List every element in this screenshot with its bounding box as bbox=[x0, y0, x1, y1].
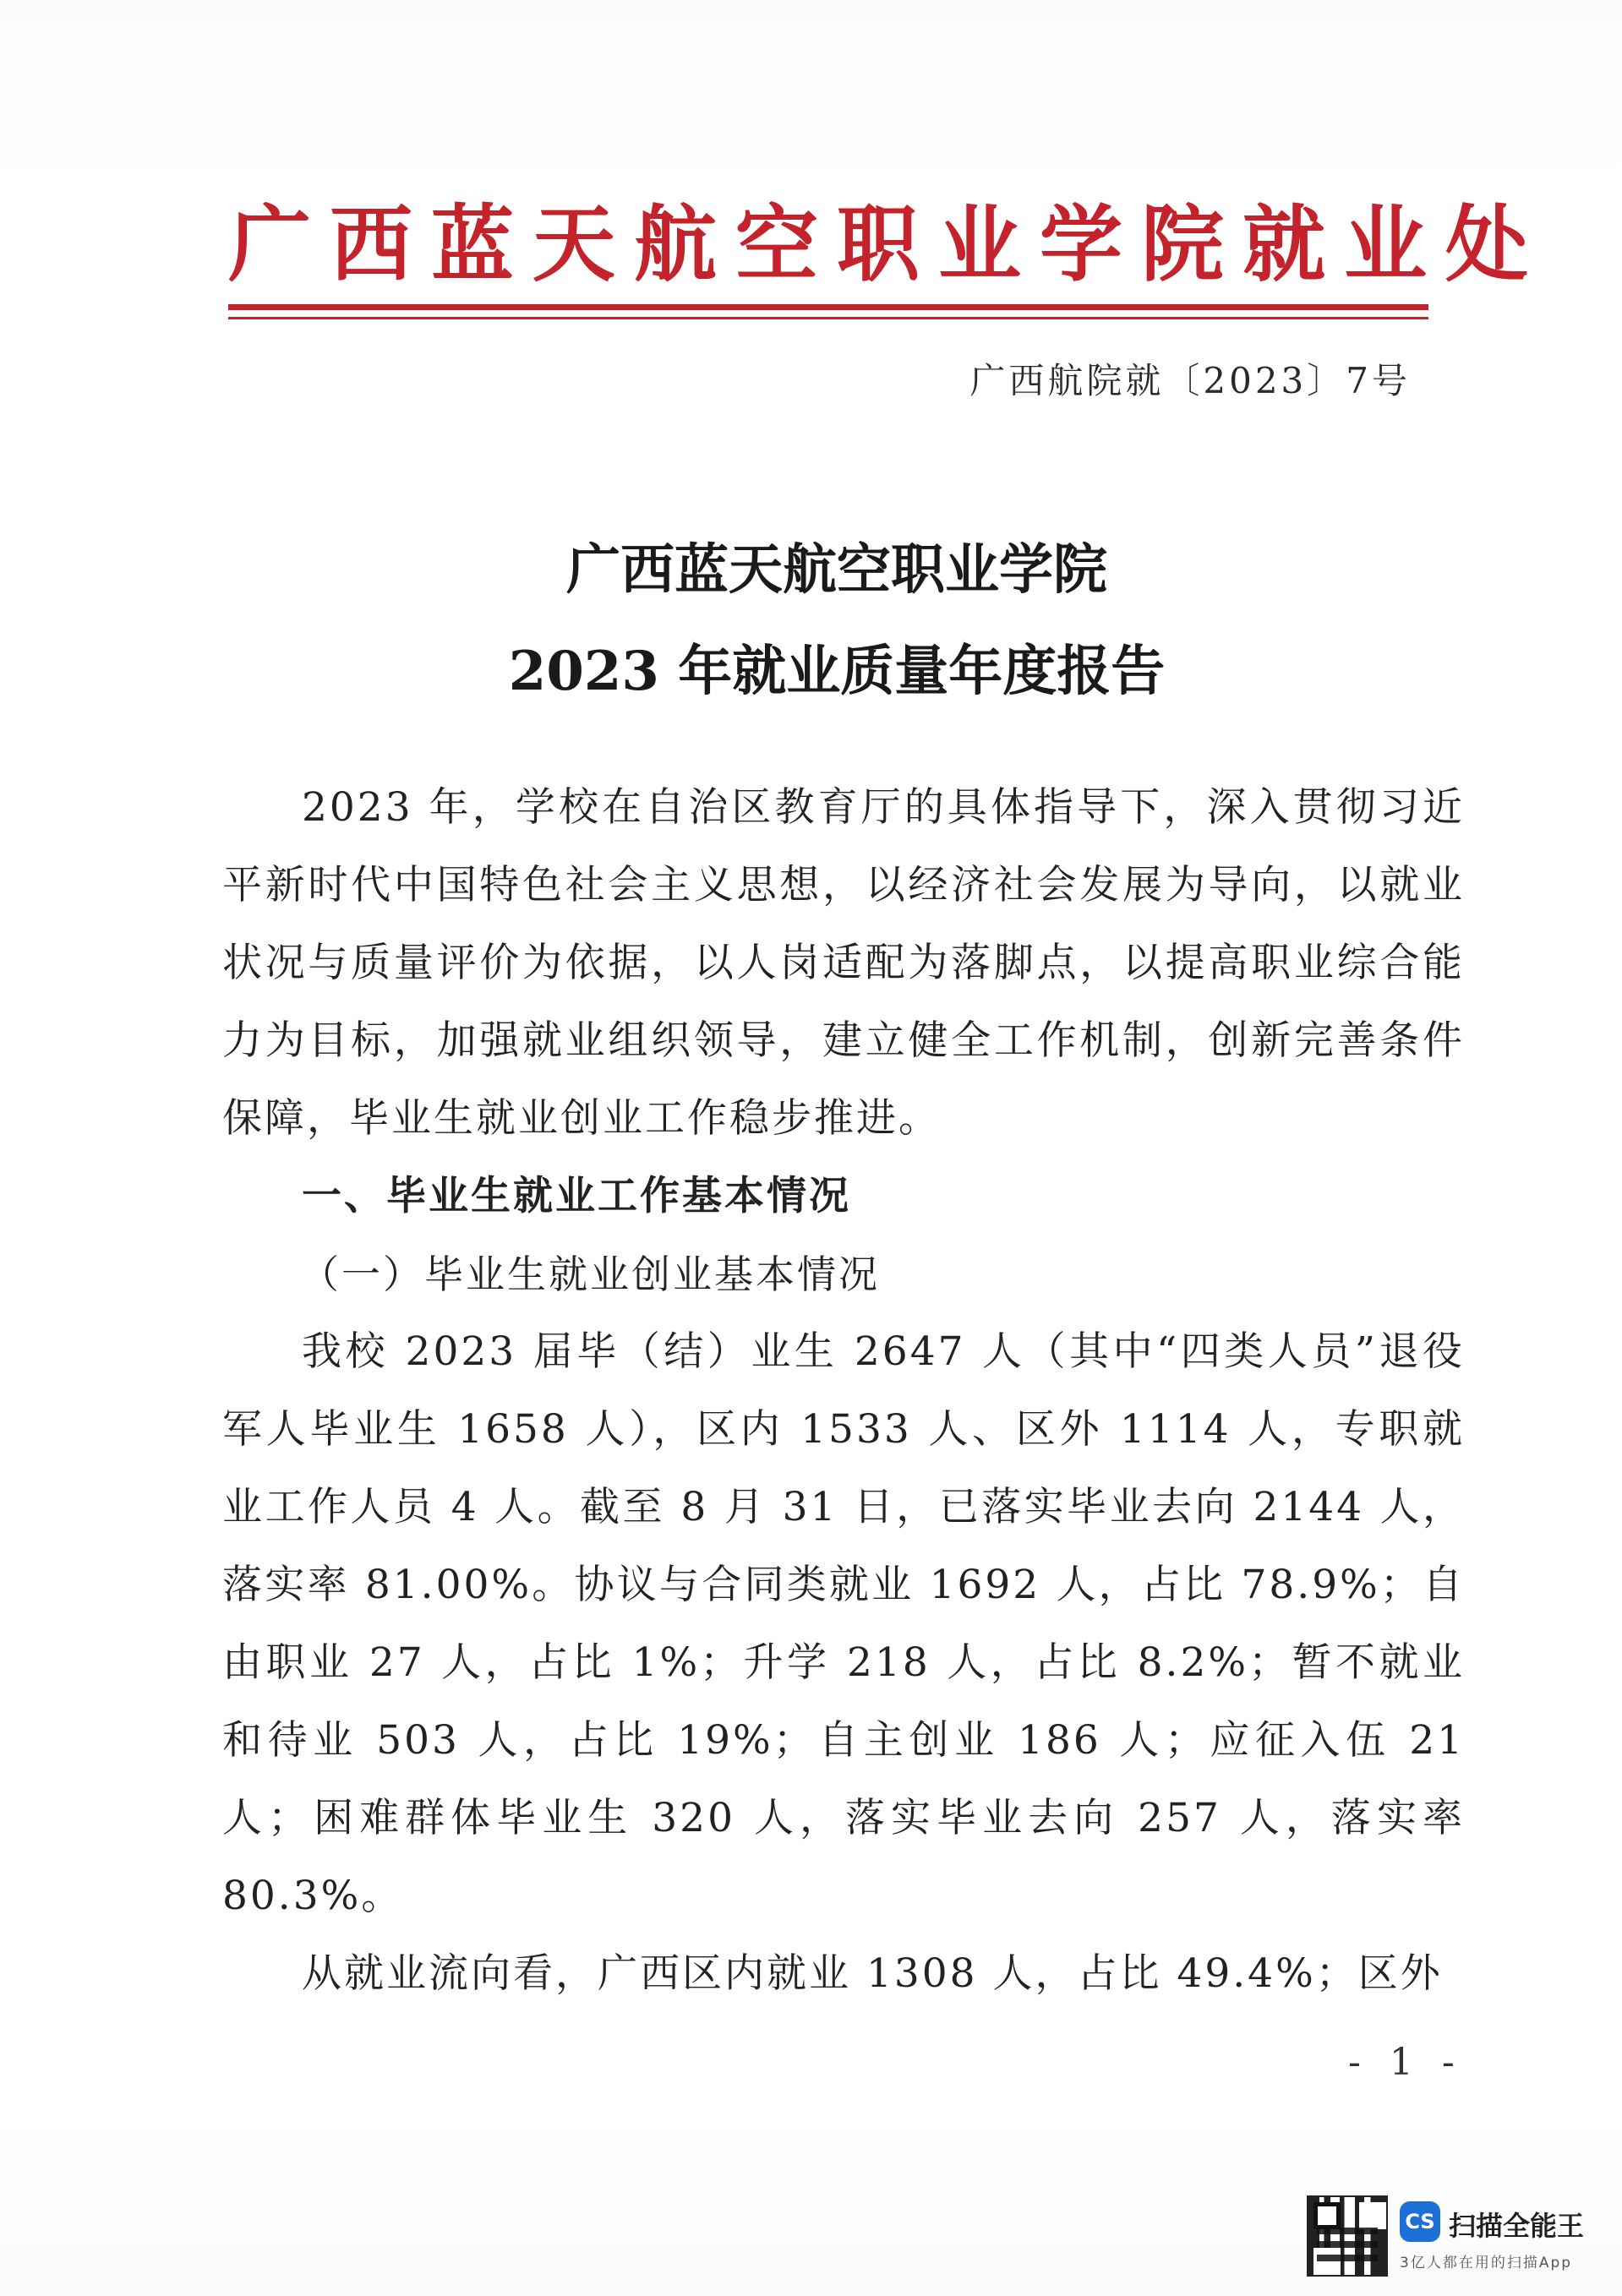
scanner-app-name: 扫描全能王 bbox=[1449, 2210, 1585, 2242]
statistics-paragraph: 我校 2023 届毕（结）业生 2647 人（其中“四类人员”退役军人毕业生 1658 人），区内 1533 人、区外 1114 人，专职就业工作人员 4 人。截至 8 月 31 日，已落实毕业去向 2144 人，落实率 81.00%。协议与合同类就业 1692 人，占比 78.9%；自由职业 27 人，占比 1%；升学 218 人，占比 8.2%；暂不就业和待业 503 人，占比 19%；自主创业 186 人；应征入伍 21 人；困难群体毕业生 320 人，落实毕业去向 257 人，落实率 80.3%。 bbox=[222, 1328, 1465, 1919]
report-title bbox=[228, 520, 1445, 723]
subsection-heading: （一）毕业生就业创业基本情况 bbox=[300, 1252, 880, 1297]
qr-code-icon bbox=[1308, 2197, 1386, 2275]
employment-flow-paragraph: 从就业流向看，广西区内就业 1308 人，占比 49.4%；区外 bbox=[302, 1950, 1443, 1997]
page-number: - 1 - bbox=[1348, 2041, 1463, 2084]
section-heading: 一、毕业生就业工作基本情况 bbox=[302, 1173, 851, 1219]
scanner-watermark bbox=[1400, 2201, 1603, 2277]
scanner-slogan: 3亿人都在用的扫描App bbox=[1400, 2255, 1573, 2271]
masthead-org-name: 广西蓝天航空职业学院就业处 bbox=[228, 196, 1548, 293]
masthead-red-rule-thick bbox=[228, 304, 1428, 310]
report-body bbox=[222, 769, 1465, 2013]
masthead-red-rule-thin bbox=[228, 317, 1428, 319]
scanner-logo-icon: CS bbox=[1400, 2201, 1440, 2242]
intro-paragraph: 2023 年，学校在自治区教育厅的具体指导下，深入贯彻习近平新时代中国特色社会主义思想，以经济社会发展为导向，以就业状况与质量评价为依据，以人岗适配为落脚点，以提高职业综合能力为目标，加强就业组织领导，建立健全工作机制，创新完善条件保障，毕业生就业创业工作稳步推进。 bbox=[222, 784, 1465, 1142]
document-number: 广西航院就〔2023〕7号 bbox=[969, 360, 1411, 401]
report-title-line2: 2023 年就业质量年度报告 bbox=[508, 640, 1166, 703]
report-title-line1: 广西蓝天航空职业学院 bbox=[566, 538, 1107, 602]
